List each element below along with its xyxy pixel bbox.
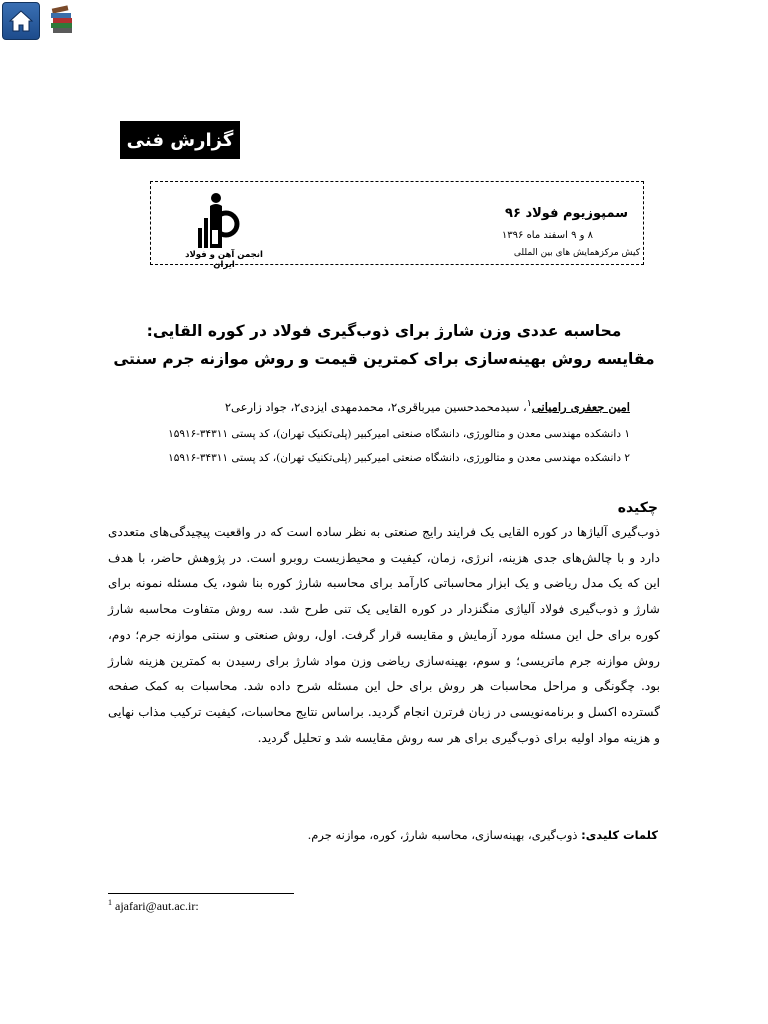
first-author: امین جعفری رامیانی: [531, 399, 630, 414]
author-list: [150, 398, 630, 414]
abstract-heading: چکیده: [617, 500, 658, 516]
affiliation-2: ۲ دانشکده مهندسی معدن و متالورژی، دانشگاه صنعتی امیرکبیر (پلی‌تکنیک تهران)، کد پستی ۳۴۳۱۱-۱۵۹۱۶: [168, 452, 630, 464]
keywords-label: کلمات کلیدی:: [581, 828, 658, 842]
footnote-email: ajafari@aut.ac.ir:: [112, 899, 199, 913]
symposium-place: کیش مرکزهمایش های بین المللی: [513, 248, 640, 258]
footnote-mark: 1: [108, 898, 112, 907]
footnote: [108, 898, 199, 914]
other-authors: ، سیدمحمدحسین میرباقری۲، محمدمهدی ایزدی۲، جواد زارعی۲: [224, 399, 527, 414]
report-type-badge: گزارش فنی: [120, 121, 240, 159]
keywords-list: ذوب‌گیری، بهینه‌سازی، محاسبه شارژ، کوره، موازنه جرم.: [307, 828, 582, 842]
paper-title-line-2: مقایسه روش بهینه‌سازی برای کمترین قیمت و روش موازنه جرم سنتی: [113, 350, 655, 368]
symposium-date: ۸ و ۹ اسفند ماه ۱۳۹۶: [501, 230, 593, 241]
books-icon[interactable]: [48, 4, 78, 36]
paper-title-line-1: محاسبه عددی وزن شارژ برای ذوب‌گیری فولاد در کوره القایی:: [146, 322, 622, 340]
home-icon[interactable]: [2, 2, 40, 40]
keywords-line: [308, 828, 658, 842]
society-logo-icon: [188, 188, 268, 248]
footnote-rule: [108, 893, 294, 894]
logo-caption: انجمن آهن و فولاد ایران: [185, 250, 263, 270]
abstract-body: ذوب‌گیری آلیاژها در کوره القایی یک فرایند رایج صنعتی به نظر ساده است که در واقعیت پیچیدگی‌های متعددی دارد و با چالش‌های جدی هزینه، انرژی، زمان، کیفیت و محیط‌زیست روبرو است. در پژوهش حاضر، با هدف این که یک مدل ریاضی و یک ابزار محاسباتی کارآمد برای محاسبه شارژ کوره بنا شود، یک مسئله نمونه برای شارژ و ذوب‌گیری فولاد آلیاژی منگنزدار در کوره القایی یک تنی طرح شد. سه روش متفاوت محاسبه شارژ کوره برای حل این مسئله مورد آزمایش و مقایسه قرار گرفت. اول، روش صنعتی و سنتی موازنه جرم؛ دوم، روش موازنه جرم ماتریسی؛ و سوم، بهینه‌سازی ریاضی وزن مواد شارژ برای رسیدن به کمترین هزینه شارژ بود. چگونگی و مراحل محاسبات هر روش برای حل این مسئله شرح داده شد. محاسبات به کمک صفحه گسترده اکسل و برنامه‌نویسی در زبان فرترن انجام گردید. براساس نتایج محاسبات، کیفیت ترکیب مذاب نهایی و هزینه مواد اولیه برای ذوب‌گیری برای هر سه روش مقایسه شد و تحلیل گردید.: [108, 525, 660, 745]
symposium-title: سمپوزیوم فولاد ۹۶: [505, 206, 628, 221]
first-author-mark: ۱: [526, 398, 532, 409]
affiliation-1: ۱ دانشکده مهندسی معدن و متالورژی، دانشگاه صنعتی امیرکبیر (پلی‌تکنیک تهران)، کد پستی ۳۴۳۱۱-۱۵۹۱۶: [168, 428, 630, 440]
